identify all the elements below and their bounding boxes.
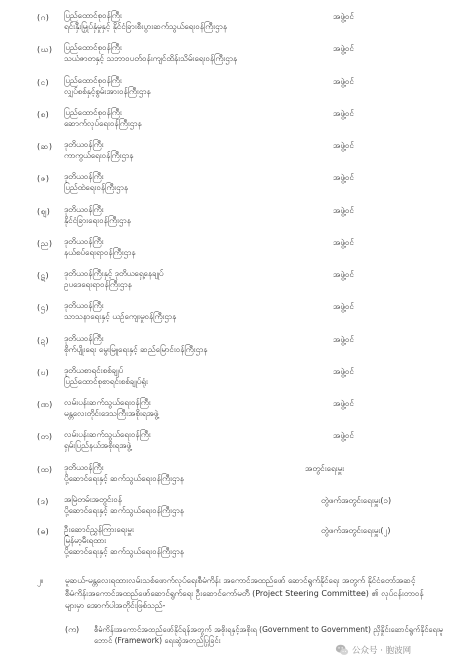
member-row	[0, 75, 457, 101]
member-title	[64, 75, 151, 97]
member-role: အဖွဲ့ဝင်	[333, 367, 354, 376]
item-number: (ဓ)	[37, 527, 50, 536]
item-number: (ဍ)	[37, 336, 50, 345]
item-number: (တ)	[37, 432, 53, 441]
member-row	[0, 300, 457, 326]
member-ministry: ဆောက်လုပ်ရေးဝန်ကြီးဌာန	[64, 119, 142, 128]
item-number: (ဎ)	[37, 368, 50, 377]
member-ministry: နယ်စပ်ရေးရာဝန်ကြီးဌာန	[64, 248, 136, 257]
member-position: ဒုတိယဝန်ကြီး	[64, 172, 104, 181]
member-row	[0, 397, 457, 423]
member-role: အဖွဲ့ဝင်	[333, 44, 354, 53]
member-ministry: ပို့ဆောင်ရေးနှင့် ဆက်သွယ်ရေးဝန်ကြီးဌာန	[64, 506, 184, 515]
member-ministry: ပြည်ထဲရေးဝန်ကြီးဌာန	[64, 183, 129, 192]
member-role: အဖွဲ့ဝင်	[333, 12, 354, 21]
member-title	[64, 42, 237, 64]
member-ministry: မန္တလေးတိုင်းဒေသကြီးအစိုးရအဖွဲ့	[64, 409, 159, 418]
member-title	[64, 462, 184, 484]
member-position: ဒုတိယဝန်ကြီး	[64, 140, 104, 149]
member-role: အဖွဲ့ဝင်	[333, 270, 354, 279]
member-role: အဖွဲ့ဝင်	[333, 431, 354, 440]
member-organization: မြန်မာ့မီးရထား	[64, 536, 107, 545]
member-row	[0, 524, 457, 564]
member-row	[0, 139, 457, 165]
member-position: ဒုတိယဝန်ကြီးနှင့် ဒုတိယရှေ့နေချုပ်	[64, 269, 164, 278]
member-role: တွဲဖက်အတွင်းရေးမှူး(၁)	[321, 496, 392, 505]
member-position: ဒုတိယဝန်ကြီး	[64, 463, 104, 472]
member-position: ပြည်ထောင်စုဝန်ကြီး	[64, 11, 122, 20]
member-row	[0, 365, 457, 391]
subitem-text: စီမံကိန်းအကောင်အထည်ဖော်နိုင်ရန်အတွက် အစိုးရနှင့်အစိုးရ (Government to Government) ညှိနှိုင်းဆောင်ရွက်နိုင်ရေးမူဘောင် (Framework) ရေးဆွဲအတည်ပြုခြင်း	[94, 625, 443, 645]
member-title	[64, 397, 158, 419]
member-position: အမြဲတမ်းအတွင်းဝန်	[64, 495, 122, 504]
member-title	[64, 333, 207, 355]
item-number: (ဏ)	[37, 400, 53, 409]
member-position: ဒုတိယဝန်ကြီး	[64, 334, 104, 343]
item-number: (ဌ)	[37, 303, 50, 312]
member-row	[0, 204, 457, 230]
member-role: အဖွဲ့ဝင်	[333, 77, 354, 86]
item-number: (စ)	[37, 110, 50, 119]
member-title	[64, 10, 227, 32]
member-role: အဖွဲ့ဝင်	[333, 206, 354, 215]
member-ministry: ဥပဒေရေးရာဝန်ကြီးဌာန	[64, 280, 132, 289]
member-role: အဖွဲ့ဝင်	[333, 109, 354, 118]
item-number: (ဂ)	[37, 13, 50, 22]
item-number: (ထ)	[37, 465, 53, 474]
paragraph-number: ၂။	[37, 576, 44, 585]
member-title	[64, 139, 133, 161]
member-position: ဒုတိယဝန်ကြီး	[64, 237, 104, 246]
member-ministry: ပို့ဆောင်ရေးနှင့် ဆက်သွယ်ရေးဝန်ကြီးဌာန	[64, 474, 184, 483]
member-row	[0, 171, 457, 197]
member-role: အဖွဲ့ဝင်	[333, 335, 354, 344]
member-position: ပြည်ထောင်စုဝန်ကြီး	[64, 108, 122, 117]
member-ministry: ပြည်ထောင်စုစာရင်းစစ်ချုပ်ရုံး	[64, 377, 148, 386]
member-position: ဦးဆောင်ညွှန်ကြားရေးမှူး	[64, 525, 134, 534]
member-title	[64, 365, 148, 387]
member-ministry: လျှပ်စစ်နှင့်စွမ်းအားဝန်ကြီးဌာန	[64, 87, 151, 96]
member-position: ဒုတိယဝန်ကြီး	[64, 301, 104, 310]
member-ministry: သာသနာရေးနှင့် ယဉ်ကျေးမှုဝန်ကြီးဌာန	[64, 312, 177, 321]
member-position: လမ်းပန်းဆက်သွယ်ရေးဝန်ကြီး	[64, 430, 151, 439]
paragraph-text: မူဆယ်-မန္တလေးရထားလမ်းသစ်ဖောက်လုပ်ရေးစီမံကိန်း အကောင်အထည်ဖော် ဆောင်ရွက်နိုင်ရေး အတွက် နိုင်ငံတော်အဆင့် စီမံကိန်းအကောင်အထည်ဖော်ဆောင်ရွက်ရေး ဦးဆောင်ကော်မတီ (Project Steering Committee) ၏ လုပ်ငန်းတာဝန်များမှာ အောက်ပါအတိုင်းဖြစ်သည်-	[65, 576, 424, 610]
member-row	[0, 107, 457, 133]
member-role: အဖွဲ့ဝင်	[333, 238, 354, 247]
member-row	[0, 429, 457, 455]
item-number: (ဆ)	[37, 142, 53, 151]
member-title	[64, 171, 128, 193]
member-row	[0, 268, 457, 294]
member-row	[0, 462, 457, 488]
member-title	[64, 300, 176, 322]
member-role: အတွင်းရေးမှူး	[305, 464, 345, 473]
member-ministry: နိုင်ငံခြားရေးဝန်ကြီးဌာန	[64, 216, 131, 225]
item-number: (ဈ)	[37, 207, 51, 216]
member-row	[0, 236, 457, 262]
item-number: (င)	[37, 78, 50, 87]
item-number: (ဒ)	[37, 497, 49, 506]
member-row	[0, 333, 457, 359]
member-ministry: ပို့ဆောင်ရေးနှင့် ဆက်သွယ်ရေးဝန်ကြီးဌာန	[64, 547, 184, 556]
member-role: အဖွဲ့ဝင်	[333, 302, 354, 311]
member-ministry: ရင်းနှီးမြှုပ်နှံမှုနှင့် နိုင်ငံခြားစီးပွားဆက်သွယ်ရေးဝန်ကြီးဌာန	[64, 22, 227, 31]
member-position: ပြည်ထောင်စုဝန်ကြီး	[64, 43, 122, 52]
member-title	[64, 524, 184, 557]
member-title	[64, 107, 142, 129]
member-ministry: သယံဇာတနှင့် သဘာဝပတ်ဝန်းကျင်ထိန်းသိမ်းရေးဝန်ကြီးဌာန	[64, 54, 238, 63]
member-ministry: ရှမ်းပြည်နယ်အစိုးရအဖွဲ့	[64, 441, 132, 450]
member-position: ဒုတိယဝန်ကြီး	[64, 205, 104, 214]
member-title	[64, 494, 184, 516]
watermark	[335, 642, 411, 658]
member-row	[0, 42, 457, 68]
item-number: (ည)	[37, 239, 53, 248]
item-number: (ဋ)	[37, 271, 50, 280]
subitem-number: (က)	[65, 625, 80, 634]
member-role: အဖွဲ့ဝင်	[333, 399, 354, 408]
member-position: လမ်းပန်းဆက်သွယ်ရေးဝန်ကြီး	[64, 398, 151, 407]
item-number: (ဃ)	[37, 45, 53, 54]
member-title	[64, 268, 163, 290]
member-position: ဒုတိယစာရင်းစစ်ချုပ်	[64, 366, 124, 375]
member-role: တွဲဖက်အတွင်းရေးမှူး(၂)	[321, 526, 391, 535]
member-position: ပြည်ထောင်စုဝန်ကြီး	[64, 76, 122, 85]
member-ministry: ကာကွယ်ရေးဝန်ကြီးဌာန	[64, 151, 134, 160]
wechat-icon	[335, 643, 349, 657]
member-ministry: စိုက်ပျိုးရေး မွေးမြူရေးနှင့် ဆည်မြောင်းဝန်ကြီးဌာန	[64, 345, 208, 354]
member-row	[0, 10, 457, 36]
member-title	[64, 236, 136, 258]
member-title	[64, 429, 151, 451]
watermark-text: 公众号 · 胞波网	[352, 646, 412, 656]
member-title	[64, 204, 131, 226]
member-role: အဖွဲ့ဝင်	[333, 141, 354, 150]
member-row	[0, 494, 457, 520]
member-role: အဖွဲ့ဝင်	[333, 173, 354, 182]
item-number: (ဇ)	[37, 174, 50, 183]
